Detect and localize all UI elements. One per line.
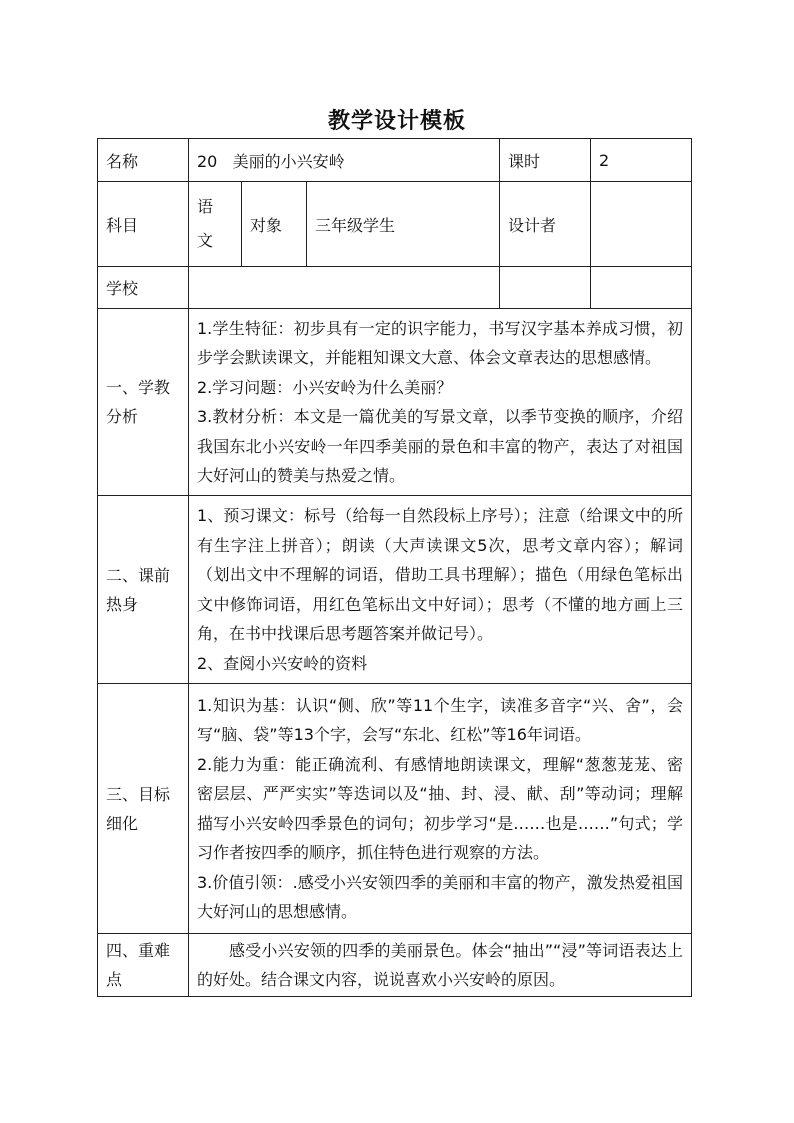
period-label: 课时	[500, 139, 591, 182]
analysis-label: 一、学教分析	[98, 309, 189, 496]
goals-paragraph: 1.知识为基：认识“侧、欣”等11个生字，读准多音字“兴、舍”，会写“脑、袋”等13个字，会写“东北、红松”等16年词语。	[197, 695, 683, 744]
school-label: 学校	[98, 267, 189, 309]
subject-value-line1: 语	[197, 197, 214, 216]
name-label: 名称	[98, 139, 189, 182]
warmup-paragraph: 1、预习课文：标号（给每一自然段标上序号）；注意（给课文中的所有生字注上拼音）；朗读（大声读课文5次，思考文章内容）；解词（划出文中不理解的词语，借助工具书理解）；描色（用绿色笔标出文中修饰词语，用红色笔标出文中好词）；思考（不懂的地方画上三角，在书中找课后思考题答案并做记号）。	[197, 506, 683, 643]
subject-label: 科目	[98, 182, 189, 267]
row-goals	[98, 684, 692, 934]
row-warmup	[98, 496, 692, 684]
audience-value: 三年级学生	[307, 182, 500, 267]
row-name	[98, 139, 692, 182]
document-title: 教学设计模板	[327, 109, 466, 134]
name-value: 20 美丽的小兴安岭	[189, 139, 500, 182]
row-school	[98, 267, 692, 309]
period-value: 2	[591, 139, 692, 182]
school-empty-cell-2	[591, 267, 692, 309]
goals-paragraph: 2.能力为重：能正确流利、有感情地朗读课文，理解“葱葱茏茏、密密层层、严严实实”等迭词以及“抽、封、浸、献、刮”等动词；理解描写小兴安岭四季景色的词句；初步学习“是……也是……”句式；学习作者按四季的顺序，抓住特色进行观察的方法。	[197, 754, 683, 862]
designer-label: 设计者	[500, 182, 591, 267]
warmup-paragraph: 2、查阅小兴安岭的资料	[197, 653, 368, 673]
row-analysis	[98, 309, 692, 496]
goals-paragraph: 3.价值引领：.感受小兴安领四季的美丽和丰富的物产，激发热爱祖国大好河山的思想感情。	[197, 872, 683, 921]
keypoints-content	[189, 934, 692, 997]
lesson-design-table	[97, 138, 692, 997]
analysis-paragraph: 1.学生特征：初步具有一定的识字能力，书写汉字基本养成习惯，初步学会默读课文，并能粗知课文大意、体会文章表达的思想感情。	[197, 318, 683, 367]
analysis-content	[189, 309, 692, 496]
warmup-label: 二、课前热身	[98, 496, 189, 684]
row-subject	[98, 182, 692, 267]
row-keypoints	[98, 934, 692, 997]
keypoints-label: 四、重难点	[98, 934, 189, 997]
subject-value	[189, 182, 242, 267]
subject-value-line2: 文	[197, 231, 214, 250]
school-value	[189, 267, 500, 309]
keypoints-paragraph: 感受小兴安领的四季的美丽景色。体会“抽出”“浸”等词语表达上的好处。结合课文内容，说说喜欢小兴安岭的原因。	[197, 940, 683, 989]
analysis-paragraph: 3.教材分析：本文是一篇优美的写景文章，以季节变换的顺序，介绍我国东北小兴安岭一年四季美丽的景色和丰富的物产，表达了对祖国大好河山的赞美与热爱之情。	[197, 407, 683, 485]
goals-content	[189, 684, 692, 934]
designer-value	[591, 182, 692, 267]
analysis-paragraph: 2.学习问题：小兴安岭为什么美丽？	[197, 377, 453, 397]
goals-label: 三、目标细化	[98, 684, 189, 934]
warmup-content	[189, 496, 692, 684]
audience-label: 对象	[242, 182, 307, 267]
school-empty-cell	[500, 267, 591, 309]
